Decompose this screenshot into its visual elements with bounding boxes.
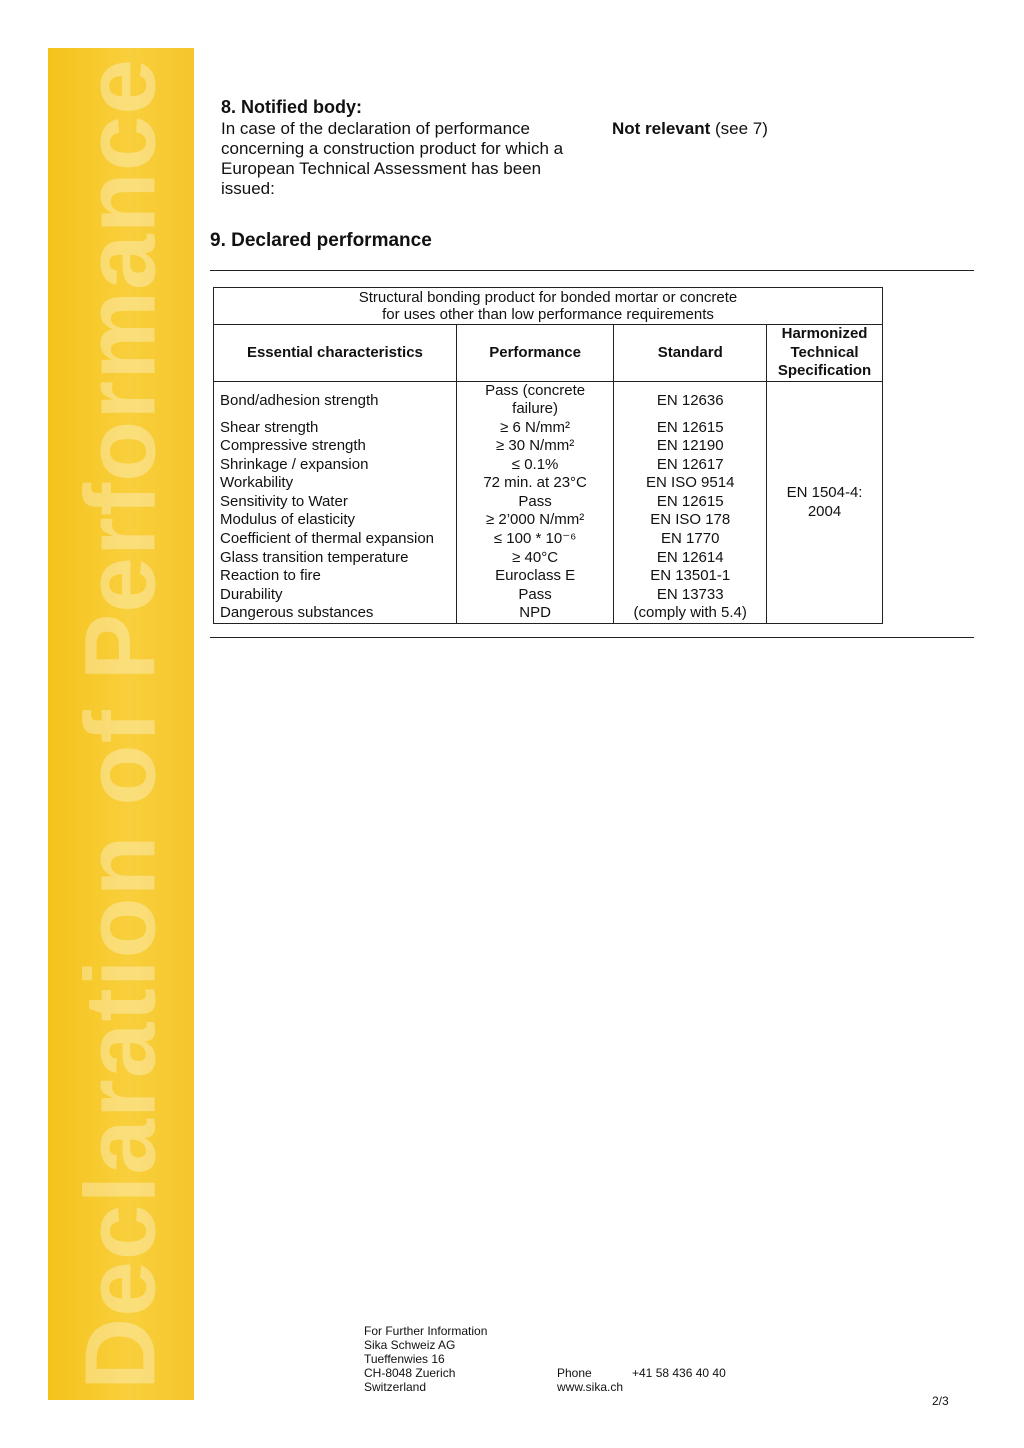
performance-cell: 72 min. at 23°C [483,474,587,492]
footer-street: Tueffenwies 16 [364,1352,445,1366]
characteristic-cell: Dangerous substances [220,604,374,622]
footer-heading: For Further Information [364,1324,488,1338]
performance-cell: ≥ 30 N/mm² [495,437,575,455]
characteristic-cell: Sensitivity to Water [220,492,348,510]
characteristic-cell: Shear strength [220,418,319,436]
performance-cell: ≤ 0.1% [511,455,559,473]
performance-cell: ≥ 6 N/mm² [500,418,571,436]
characteristics-column [214,381,457,624]
standard-cell: EN 12190 [656,437,724,455]
header-performance: Performance [456,325,614,382]
divider-bottom [210,637,974,638]
footer-contact-block [364,1324,487,1394]
page-number: 2/3 [932,1394,949,1408]
standard-cell: EN 12614 [656,548,724,566]
section-8-value-bold: Not relevant [612,119,711,138]
standard-cell: EN ISO 178 [650,511,731,529]
table-caption [214,288,883,325]
characteristic-cell: Compressive strength [220,437,366,455]
sidebar-band [48,48,194,1400]
standard-cell: EN 12615 [656,492,724,510]
characteristic-cell: Glass transition temperature [220,548,409,566]
section-8-value-rest: (see 7) [710,119,768,138]
header-harmonized-spec: Harmonized Technical Specification [767,325,883,382]
performance-cell: Euroclass E [495,567,576,585]
standard-cell: EN 12636 [656,391,724,409]
harmonized-spec-line-2: 2004 [807,503,842,521]
performance-cell: Pass [518,492,552,510]
section-8-value [612,119,768,139]
footer-country: Switzerland [364,1380,427,1394]
standard-cell: EN 13733 [656,585,724,603]
footer-city: CH-8048 Zuerich [364,1366,456,1380]
declared-performance-table [213,287,883,624]
standard-cell: (comply with 5.4) [633,604,747,622]
section-8-title: 8. Notified body: [221,97,362,117]
characteristic-cell: Workability [220,474,294,492]
header-essential-characteristics: Essential characteristics [214,325,457,382]
standard-cell: EN ISO 9514 [646,474,735,492]
performance-column [456,381,614,624]
sidebar-title: Declaration of Performance [64,58,177,1390]
harmonized-spec-line-1: EN 1504-4: [786,484,863,502]
performance-cell: ≤ 100 * 10⁻⁶ [493,530,577,548]
footer-company: Sika Schweiz AG [364,1338,456,1352]
header-standard: Standard [614,325,767,382]
performance-cell: ≥ 40°C [512,548,559,566]
standard-cell: EN 1770 [661,530,720,548]
table-caption-line-1: Structural bonding product for bonded mortar or concrete [358,289,738,306]
divider-top [210,270,974,271]
performance-cell: Pass (concrete failure) [485,381,586,417]
characteristic-cell: Shrinkage / expansion [220,455,369,473]
table-caption-line-2: for uses other than low performance requirements [382,306,714,323]
standard-cell: EN 12615 [656,418,724,436]
performance-cell: ≥ 2’000 N/mm² [485,511,585,529]
standard-column [614,381,767,624]
characteristic-cell: Durability [220,585,283,603]
section-8-description: In case of the declaration of performance concerning a construction product for which a European Technical Assessment has been issued: [221,119,564,198]
characteristic-cell: Modulus of elasticity [220,511,356,529]
performance-cell: NPD [519,604,551,622]
standard-cell: EN 12617 [656,455,724,473]
section-9-title: 9. Declared performance [210,230,432,251]
footer-phone-number: +41 58 436 40 40 [632,1366,726,1380]
characteristic-cell: Reaction to fire [220,567,321,585]
performance-cell: Pass [518,585,552,603]
harmonized-spec-cell [767,381,883,624]
footer-website[interactable]: www.sika.ch [557,1380,624,1394]
standard-cell: EN 13501-1 [650,567,731,585]
characteristic-cell: Coefficient of thermal expansion [220,530,435,548]
characteristic-cell: Bond/adhesion strength [220,391,379,409]
footer-phone-label: Phone [557,1366,592,1380]
